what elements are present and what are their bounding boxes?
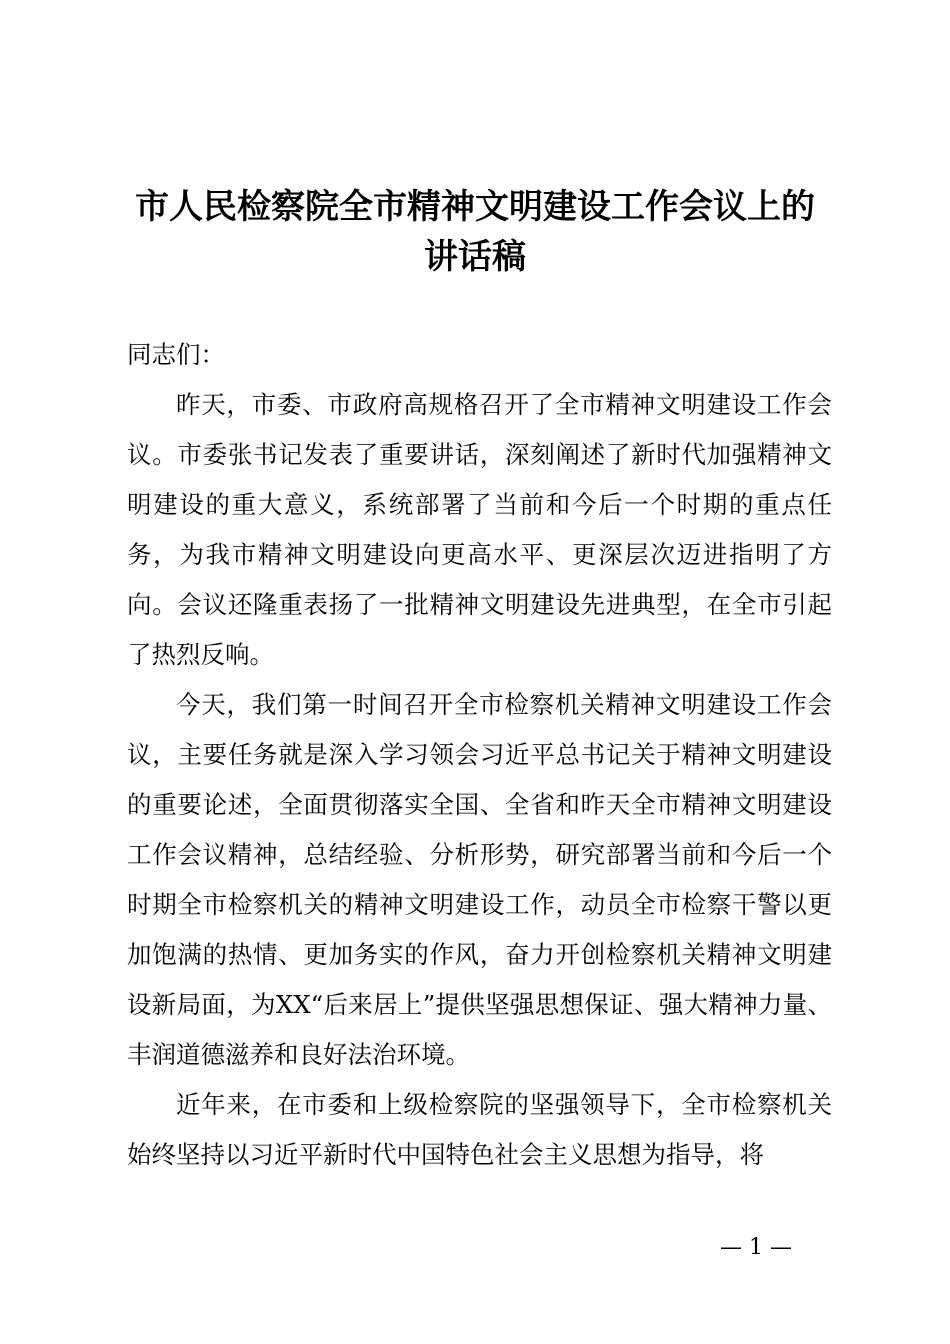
title-line-2: 讲话稿 [424,237,526,277]
paragraph-3: 近年来，在市委和上级检察院的坚强领导下，全市检察机关始终坚持以习近平新时代中国特色社会主义思想为指导，将 [127,1090,832,1169]
title-line-1: 市人民检察院全市精神文明建设工作会议上的 [135,187,815,227]
salutation: 同志们： [127,340,225,369]
document-title [100,182,850,282]
document-body [127,330,832,1180]
page-number: — 1 — [720,1235,792,1260]
paragraph-1: 昨天，市委、市政府高规格召开了全市精神文明建设工作会议。市委张书记发表了重要讲话，深刻阐述了新时代加强精神文明建设的重大意义，系统部署了当前和今后一个时期的重点任务，为我市精神文明建设向更高水平、更深层次迈进指明了方向。会议还隆重表扬了一批精神文明建设先进典型，在全市引起了热烈反响。 [127,390,832,669]
paragraph-2: 今天，我们第一时间召开全市检察机关精神文明建设工作会议，主要任务就是深入学习领会习近平总书记关于精神文明建设的重要论述，全面贯彻落实全国、全省和昨天全市精神文明建设工作会议精神，总结经验、分析形势，研究部署当前和今后一个时期全市检察机关的精神文明建设工作，动员全市检察干警以更加饱满的热情、更加务实的作风，奋力开创检察机关精神文明建设新局面，为XX“后来居上”提供坚强思想保证、强大精神力量、丰润道德滋养和良好法治环境。 [127,690,832,1069]
